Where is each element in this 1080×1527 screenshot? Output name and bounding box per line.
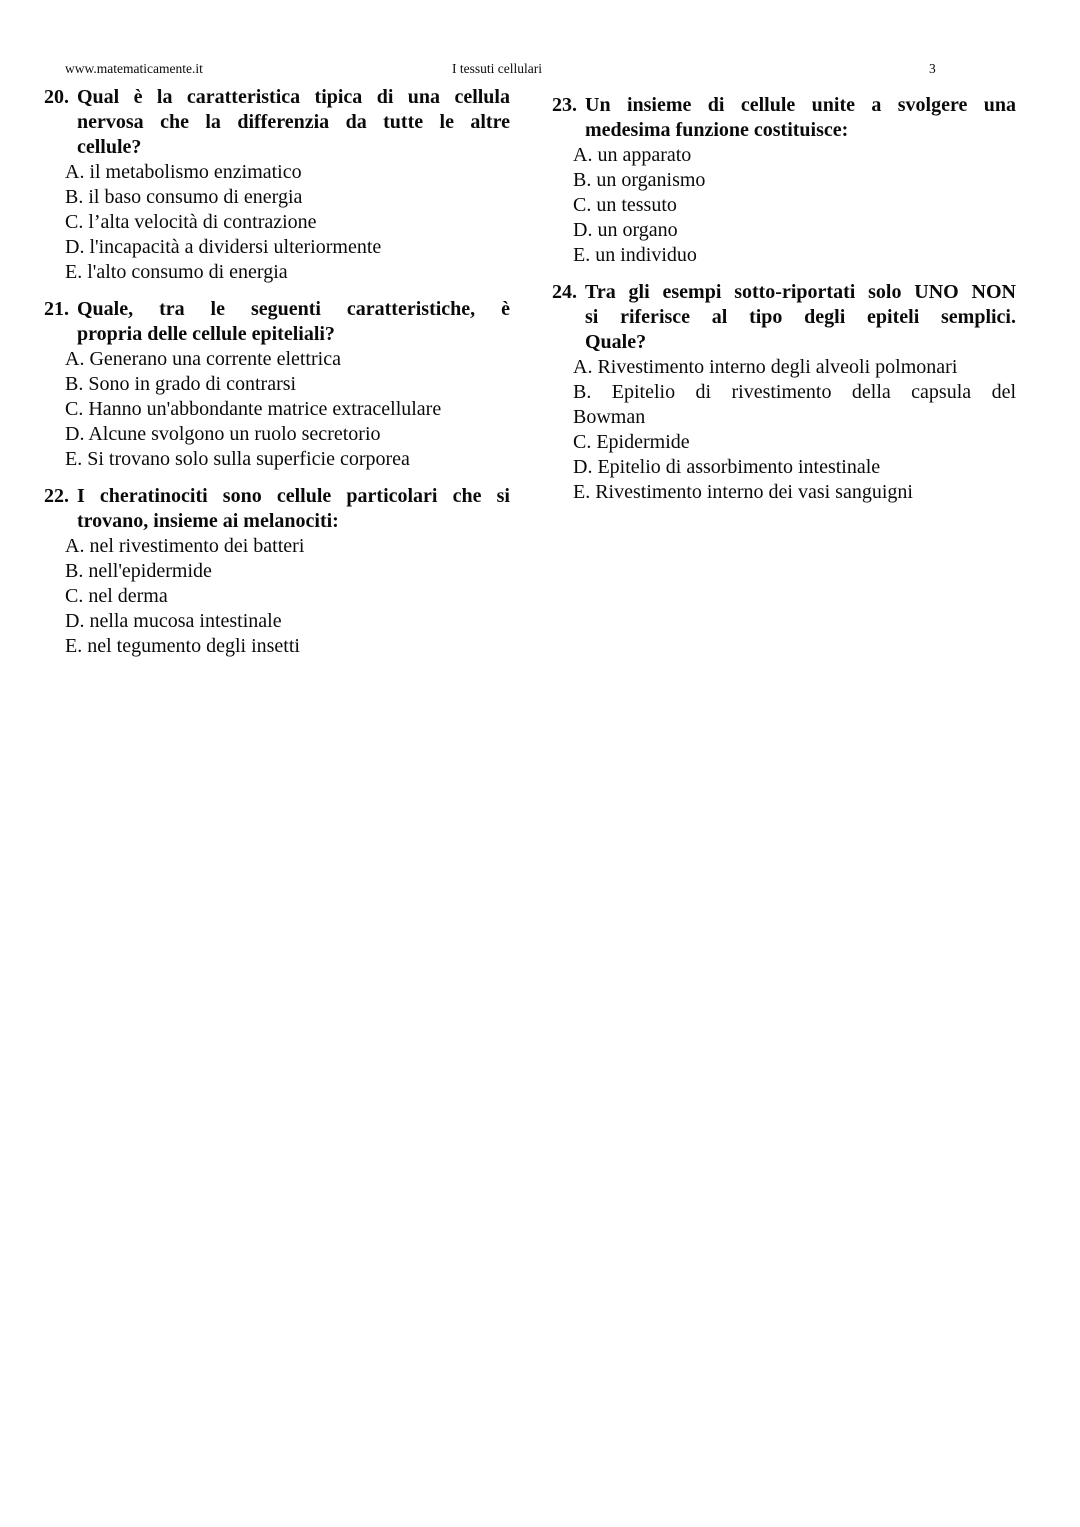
question-block xyxy=(44,85,510,285)
option-first-line: E. nel tegumento degli insetti xyxy=(65,635,300,657)
option-first-line: D. Epitelio di assorbimento intestinale xyxy=(573,456,881,478)
option-row xyxy=(573,355,1016,380)
option-row xyxy=(65,447,510,472)
option-row xyxy=(573,243,1016,268)
option-row xyxy=(65,634,510,659)
question-number: 23. xyxy=(552,94,577,116)
column-right xyxy=(552,93,1016,517)
question-title-line: Quale? xyxy=(585,331,647,353)
question-title-line: Qual è la caratteristica tipica di una cellula xyxy=(77,86,510,108)
option-first-line: E. Si trovano solo sulla superficie corporea xyxy=(65,448,410,470)
header-doc-title: I tessuti cellulari xyxy=(452,61,542,76)
option-row xyxy=(65,609,510,634)
question-title-line: trovano, insieme ai melanociti: xyxy=(77,510,339,532)
question-title-line: si riferisce al tipo degli epiteli semplici. xyxy=(585,306,1016,328)
question-title-line: cellule? xyxy=(77,136,142,158)
option-first-line: C. Hanno un'abbondante matrice extracellulare xyxy=(65,398,442,420)
option-first-line: E. Rivestimento interno dei vasi sanguigni xyxy=(573,481,913,503)
option-first-line: D. nella mucosa intestinale xyxy=(65,610,282,632)
option-first-line: E. l'alto consumo di energia xyxy=(65,261,288,283)
option-row xyxy=(573,455,1016,480)
option-row xyxy=(65,160,510,185)
option-first-line: D. un organo xyxy=(573,219,678,241)
question-number: 21. xyxy=(44,298,69,320)
option-row xyxy=(573,430,1016,455)
option-first-line: B. il baso consumo di energia xyxy=(65,186,303,208)
option-row xyxy=(65,559,510,584)
question-header xyxy=(552,93,1016,143)
option-row xyxy=(65,534,510,559)
question-block xyxy=(44,484,510,659)
option-first-line: B. Epitelio di rivestimento della capsula del xyxy=(573,381,1016,403)
question-title-line: Quale, tra le seguenti caratteristiche, è xyxy=(77,298,510,320)
option-row xyxy=(65,397,510,422)
option-first-line: A. Generano una corrente elettrica xyxy=(65,348,341,370)
option-first-line: A. nel rivestimento dei batteri xyxy=(65,535,305,557)
question-header xyxy=(552,280,1016,355)
question-header xyxy=(44,484,510,534)
option-first-line: B. nell'epidermide xyxy=(65,560,212,582)
question-header xyxy=(44,85,510,160)
question-number: 24. xyxy=(552,281,577,303)
option-wrap-line: Bowman xyxy=(573,406,646,428)
question-header xyxy=(44,297,510,347)
option-first-line: C. Epidermide xyxy=(573,431,690,453)
question-block xyxy=(44,297,510,472)
header-page-number: 3 xyxy=(929,61,936,76)
option-first-line: A. Rivestimento interno degli alveoli polmonari xyxy=(573,356,958,378)
option-first-line: B. Sono in grado di contrarsi xyxy=(65,373,297,395)
option-first-line: D. Alcune svolgono un ruolo secretorio xyxy=(65,423,381,445)
option-row xyxy=(573,168,1016,193)
option-row xyxy=(65,372,510,397)
option-row xyxy=(573,480,1016,505)
option-row xyxy=(65,347,510,372)
option-first-line: C. un tessuto xyxy=(573,194,677,216)
question-block xyxy=(552,280,1016,505)
option-first-line: D. l'incapacità a dividersi ulteriormente xyxy=(65,236,382,258)
question-number: 22. xyxy=(44,485,69,507)
option-row xyxy=(65,422,510,447)
option-row xyxy=(65,185,510,210)
question-title-line: I cheratinociti sono cellule particolari che si xyxy=(77,485,510,507)
option-row xyxy=(65,235,510,260)
option-row xyxy=(573,218,1016,243)
question-title-line: propria delle cellule epiteliali? xyxy=(77,323,335,345)
option-first-line: B. un organismo xyxy=(573,169,706,191)
question-number: 20. xyxy=(44,86,69,108)
option-row xyxy=(65,584,510,609)
option-row xyxy=(573,143,1016,168)
question-title-line: Tra gli esempi sotto-riportati solo UNO NON xyxy=(585,281,1016,303)
option-row xyxy=(65,210,510,235)
option-first-line: A. il metabolismo enzimatico xyxy=(65,161,302,183)
option-first-line: E. un individuo xyxy=(573,244,697,266)
question-title-line: medesima funzione costituisce: xyxy=(585,119,849,141)
option-first-line: A. un apparato xyxy=(573,144,692,166)
option-row xyxy=(573,193,1016,218)
option-row xyxy=(573,380,1016,430)
option-first-line: C. nel derma xyxy=(65,585,168,607)
header-site-url: www.matematicamente.it xyxy=(65,61,203,76)
option-first-line: C. l’alta velocità di contrazione xyxy=(65,211,317,233)
column-left xyxy=(44,85,510,671)
question-title-line: Un insieme di cellule unite a svolgere una xyxy=(585,94,1016,116)
option-row xyxy=(65,260,510,285)
question-title-line: nervosa che la differenzia da tutte le altre xyxy=(77,111,510,133)
question-block xyxy=(552,93,1016,268)
